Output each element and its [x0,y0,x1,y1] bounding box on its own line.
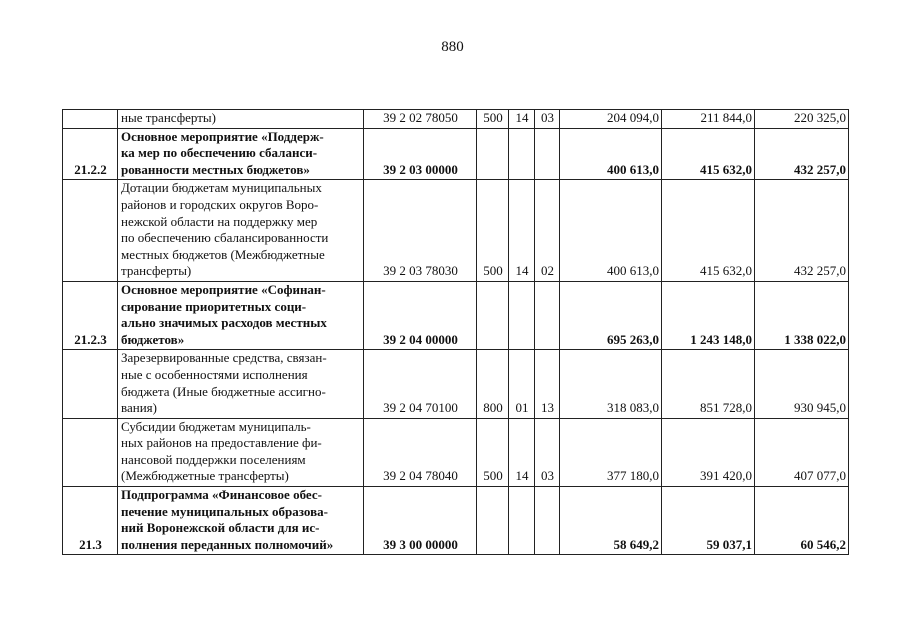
item-name-line: вания) [121,400,157,416]
item-name [118,281,364,349]
expense-type-code: 500 [477,180,509,282]
section-code [509,128,535,180]
item-name-line: рованности местных бюджетов» [121,161,310,177]
item-name [118,128,364,180]
amount-year-3: 220 325,0 [755,110,849,129]
row-number [63,110,118,129]
expense-type-code [477,128,509,180]
expense-type-code: 500 [477,110,509,129]
row-number: 21.3 [63,487,118,555]
table-row [63,350,849,418]
section-code: 14 [509,180,535,282]
target-article-code: 39 2 02 78050 [364,110,477,129]
subsection-code [535,128,560,180]
subsection-code: 02 [535,180,560,282]
item-name-line: полнения переданных полномочий» [121,536,334,552]
section-code [509,487,535,555]
section-code [509,281,535,349]
target-article-code: 39 2 04 70100 [364,350,477,418]
item-name-line: трансферты) [121,263,192,279]
item-name-line: районов и городских округов Воро- [121,196,319,212]
amount-year-3: 432 257,0 [755,180,849,282]
amount-year-2: 415 632,0 [662,128,755,180]
row-number [63,180,118,282]
item-name-line: местных бюджетов (Межбюджетные [121,246,325,262]
row-number [63,418,118,486]
amount-year-1: 400 613,0 [560,128,662,180]
item-name-line: нансовой поддержки поселениям [121,451,306,467]
item-name [118,418,364,486]
amount-year-1: 400 613,0 [560,180,662,282]
item-name-line: ний Воронежской области для ис- [121,520,320,536]
item-name-line: печение муниципальных образова- [121,503,328,519]
table-row [63,180,849,282]
item-name [118,110,364,129]
budget-table [62,109,849,555]
table-row [63,128,849,180]
row-number: 21.2.2 [63,128,118,180]
amount-year-3: 407 077,0 [755,418,849,486]
item-name-line: ально значимых расходов местных [121,315,327,331]
item-name-line: Подпрограмма «Финансовое обес- [121,487,322,503]
item-name-line: Основное мероприятие «Софинан- [121,281,326,297]
subsection-code: 03 [535,110,560,129]
item-name-line: ные трансферты) [121,110,216,125]
amount-year-3: 930 945,0 [755,350,849,418]
amount-year-3: 432 257,0 [755,128,849,180]
subsection-code: 03 [535,418,560,486]
item-name-line: Основное мероприятие «Поддерж- [121,128,324,144]
target-article-code: 39 2 03 00000 [364,128,477,180]
item-name-line: ные с особенностями исполнения [121,366,308,382]
amount-year-2: 851 728,0 [662,350,755,418]
item-name-line: (Межбюджетные трансферты) [121,468,289,484]
amount-year-1: 377 180,0 [560,418,662,486]
row-number: 21.2.3 [63,281,118,349]
section-code: 01 [509,350,535,418]
section-code: 14 [509,110,535,129]
item-name-line: бюджета (Иные бюджетные ассигно- [121,383,326,399]
subsection-code [535,487,560,555]
page-number: 880 [441,39,464,55]
amount-year-3: 1 338 022,0 [755,281,849,349]
item-name-line: Субсидии бюджетам муниципаль- [121,418,311,434]
section-code: 14 [509,418,535,486]
subsection-code [535,281,560,349]
table-row [63,281,849,349]
item-name-line: нежской области на поддержку мер [121,213,318,229]
target-article-code: 39 2 04 00000 [364,281,477,349]
target-article-code: 39 3 00 00000 [364,487,477,555]
row-number [63,350,118,418]
table-row [63,418,849,486]
item-name-line: Зарезервированные средства, связан- [121,350,327,366]
target-article-code: 39 2 04 78040 [364,418,477,486]
item-name-line: по обеспечению сбалансированности [121,230,329,246]
amount-year-2: 415 632,0 [662,180,755,282]
expense-type-code [477,487,509,555]
amount-year-3: 60 546,2 [755,487,849,555]
amount-year-1: 695 263,0 [560,281,662,349]
target-article-code: 39 2 03 78030 [364,180,477,282]
expense-type-code: 500 [477,418,509,486]
item-name [118,487,364,555]
item-name-line: ных районов на предоставление фи- [121,435,322,451]
amount-year-2: 1 243 148,0 [662,281,755,349]
item-name-line: ка мер по обеспечению сбаланси- [121,145,318,161]
item-name-line: сирование приоритетных соци- [121,298,307,314]
item-name-line: бюджетов» [121,331,185,347]
item-name [118,350,364,418]
subsection-code: 13 [535,350,560,418]
item-name [118,180,364,282]
amount-year-1: 318 083,0 [560,350,662,418]
table-row [63,110,849,129]
item-name-line: Дотации бюджетам муниципальных [121,180,322,196]
table-row [63,487,849,555]
expense-type-code [477,281,509,349]
amount-year-2: 211 844,0 [662,110,755,129]
amount-year-1: 58 649,2 [560,487,662,555]
amount-year-2: 59 037,1 [662,487,755,555]
amount-year-2: 391 420,0 [662,418,755,486]
expense-type-code: 800 [477,350,509,418]
amount-year-1: 204 094,0 [560,110,662,129]
